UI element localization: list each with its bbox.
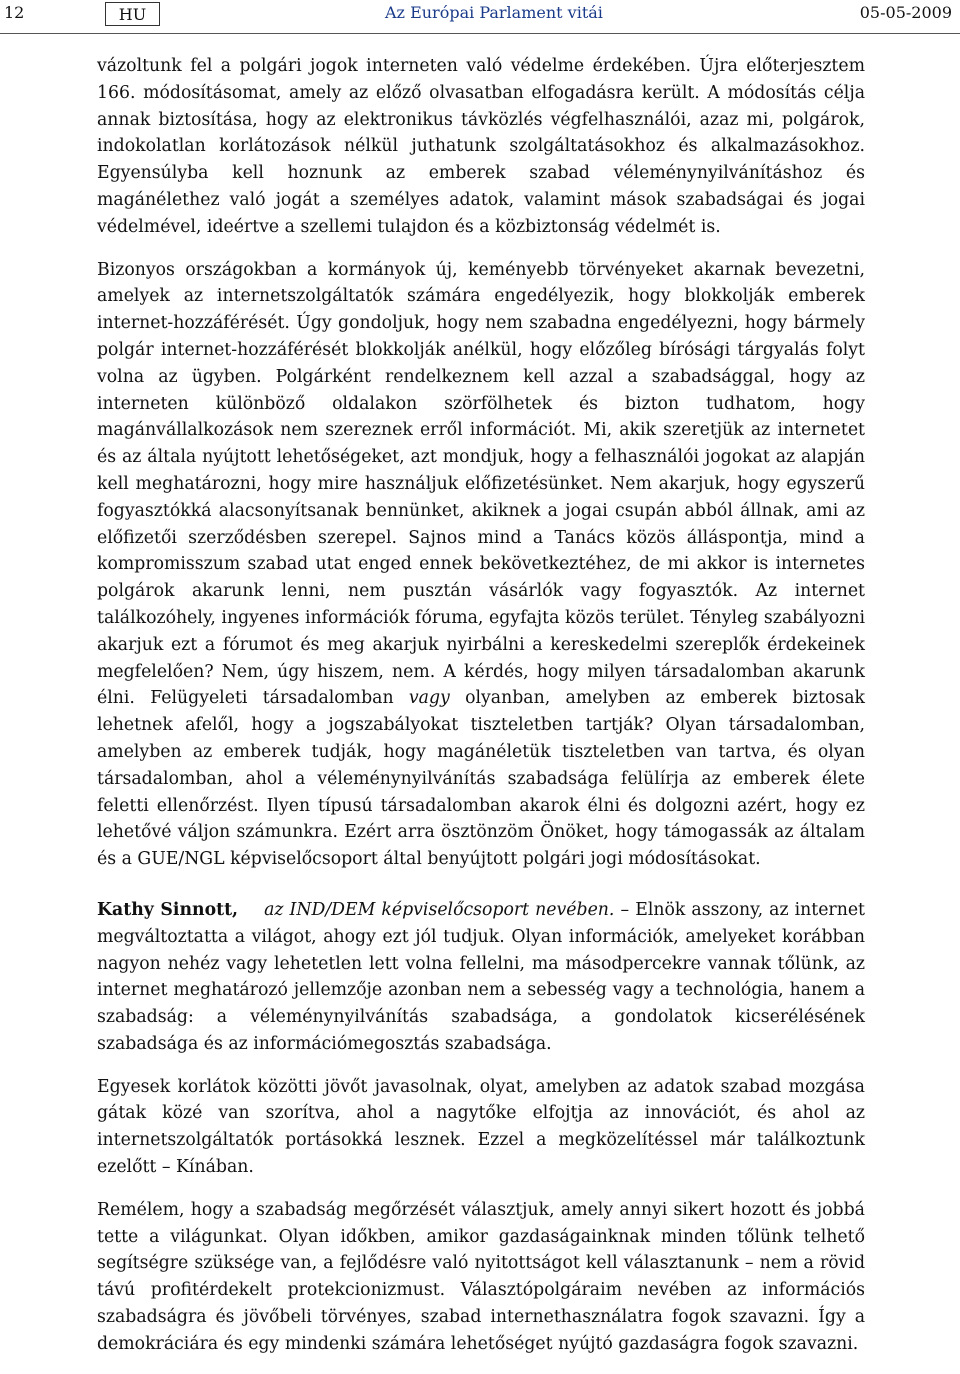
document-body — [97, 53, 865, 1374]
speaker-capacity: az IND/DEM képviselőcsoport nevében. — [264, 899, 615, 920]
paragraph — [97, 257, 865, 873]
session-date: 05-05-2009 — [859, 3, 952, 22]
paragraph-text: olyanban, amelyben az emberek biztosak lehetnek afelől, hogy a jogszabályokat tiszteletben tartják? Olyan társadalomban, amelyben az emberek tudják, hogy magánéletük tiszteletben van tartva, és olyan társadalomban, ahol a véleménynyilvánítás szabadsága felülírja az emberek élete feletti ellenőrzést. Ilyen típusú társadalomban akarok élni és dolgozni azért, hogy ez lehetővé váljon számunkra. Ezért arra ösztönzöm Önöket, hogy támogassák az általam és a GUE/NGL képviselőcsoport által benyújtott polgári jogi módosításokat. — [97, 688, 866, 870]
speaker-name: Kathy Sinnott, — [97, 899, 239, 920]
paragraph-text: Bizonyos országokban a kormányok új, keményebb törvényeket akarnak bevezetni, amelyek az internetszolgáltatók számára engedélyezik, hogy blokkolják emberek internet-hozzáférését. Úgy gondoljuk, hogy nem szabadna engedélyezni, hogy bármely polgár internet-hozzáférését blokkolják anélkül, hogy előzőleg bírósági tárgyalás folyt volna az ügyben. Polgárként rendelkeznem kell azzal a szabadsággal, hogy az interneten különböző oldalakon szörfölhetek és bizton tudhatom, hogy magánvállalkozások nem szereznek erről információt. Mi, akik szeretjük az internetet és az általa nyújtott lehetőségeket, azt mondjuk, hogy a felhasználói jogokat az alapján kell meghatározni, hogy mire használjuk előfizetésünket. Nem akarjuk, hogy egyszerű fogyasztókká alacsonyítsanak bennünket, akiknek a jogai csupán abból állnak, ami az előfizetői szerződésben szerepel. Sajnos mind a Tanács közös álláspontja, mind a kompromisszum szabad utat enged ennek bekövetkeztéhez, de mi akkor is internetes polgárok akarunk lenni, nem pusztán vásárlók vagy fogyasztók. Az internet találkozóhely, ingyenes információk fóruma, egyfajta közös terület. Tényleg szabályozni akarjuk ezt a fórumot és meg akarjuk nyirbálni a kereskedelmi szereplők érdekeinek megfelelően? Nem, úgy hiszem, nem. A kérdés, hogy milyen társadalomban akarunk élni. Felügyeleti társadalomban — [97, 259, 865, 709]
paragraph: Egyesek korlátok közötti jövőt javasolnak, olyat, amelyben az adatok szabad mozgása gátak közé van szorítva, ahol a nagytőke elfojtja az innovációt, és ahol az internetszolgáltatók portásokká lesznek. Ezzel a megközelítéssel már találkoztunk ezelőtt – Kínában. — [97, 1076, 865, 1178]
italic-emphasis: vagy — [408, 688, 450, 709]
page-header — [0, 0, 960, 34]
paragraph: vázoltunk fel a polgári jogok interneten való védelme érdekében. Újra előterjesztem 166. módosításomat, amely az előző olvasatban elfogadásra került. A módosítás célja annak biztosítása, hogy az elektronikus távközlés végfelhasználói, azaz mi, polgárok, indokolatlan korlátozások nélkül juthatunk szolgáltatásokhoz és alkalmazásokhoz. Egyensúlyba kell hoznunk az emberek szabad véleménynyilvánításhoz és magánélethez való jogát a személyes adatok, valamint mások szabadságai és jogai védelmével, ideértve a szellemi tulajdon és a közbiztonság védelmét is. — [97, 56, 865, 237]
journal-title: Az Európai Parlament vitái — [385, 3, 603, 22]
paragraph: Remélem, hogy a szabadság megőrzését választjuk, amely annyi sikert hozott és jobbá tette a világunkat. Olyan időkben, amikor gazdaságainknak minden tőlünk telhető segítségre szüksége van, a fejlődésre való nyitottságot kell választanunk – nem a rövid távú profitérdekelt protekcionizmust. Választópolgáraim nevében az információs szabadságra és jövőbeli törvényes, szabad internethasználatra fogok szavazni. Így a demokráciára és egy mindenki számára lehetőséget nyújtó gazdaságra fogok szavazni. — [97, 1199, 865, 1354]
page-number: 12 — [4, 3, 25, 22]
speech-text: – Elnök asszony, az internet megváltoztatta a világot, ahogy ezt jól tudjuk. Olyan információk, amelyeket korábban nagyon nehéz vagy lehetetlen lett volna fellelni, ma másodpercekre vannak tőlünk, az internet meghatározó jellemzője azonban nem a sebesség vagy a technológia, hanem a szabadság: a véleménynyilvánítás szabadsága, a gondolatok kicserélésének szabadsága és az információmegosztás szabadsága. — [97, 899, 865, 1054]
speech-opening — [97, 897, 865, 1058]
language-code-box: HU — [105, 2, 160, 26]
